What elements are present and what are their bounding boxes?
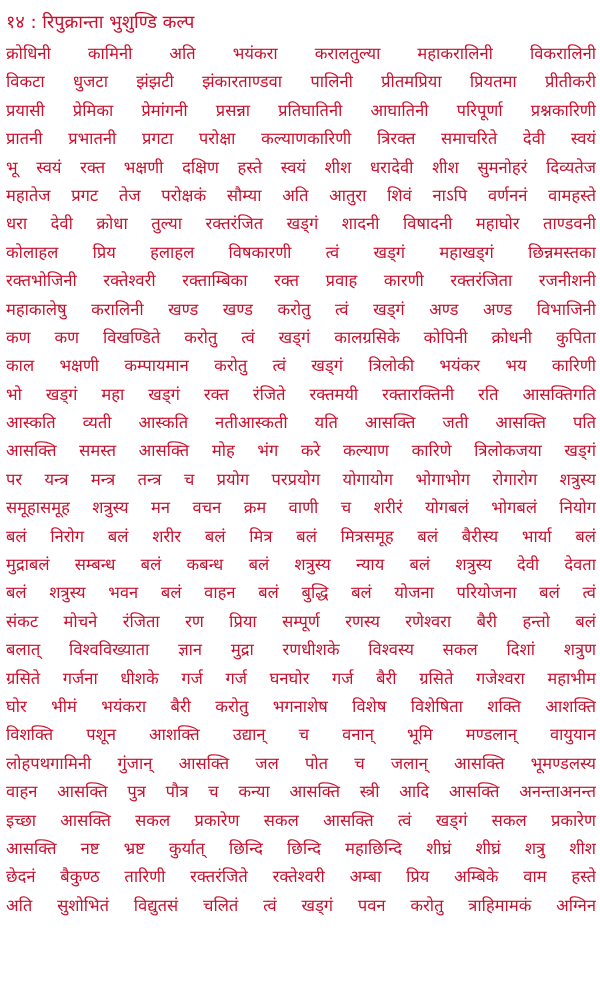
text-line: आस्कति व्यती आस्कति नतीआस्कती यति आसक्ति जती आसक्ति पति [6, 413, 596, 433]
text-line: आसक्ति समस्त आसक्ति मोह भंग करे कल्याण कारिणे त्रिलोकजया खड्गं [6, 441, 596, 461]
text-line: प्रयासी प्रेमिका प्रेमांगनी प्रसन्ना प्रतिघातिनी आघातिनी परिपूर्णा प्रश्नकारिणी [6, 100, 596, 120]
text-line: महाकालेषु करालिनी खण्ड खण्ड करोतु त्वं खड्गं अण्ड अण्ड विभाजिनी [6, 299, 596, 319]
text-line: ग्रसिते गर्जना धीशके गर्ज गर्ज घनघोर गर्ज बैरी ग्रसिते गजेश्वरा महाभीम [6, 668, 596, 688]
text-line: प्रातनी प्रभातनी प्रगटा परोक्षा कल्याणकारिणी त्रिरक्त समाचरिते देवी स्वयं [6, 129, 596, 149]
text-line: काल भक्षणी कम्पायमान करोतु त्वं खड्गं त्रिलोकी भयंकर भय कारिणी [6, 356, 596, 376]
text-line: कण कण विखण्डिते करोतु त्वं खड्गं कालग्रसिके कोपिनी क्रोधनी कुपिता [6, 327, 596, 347]
text-line: विकटा धुजटा झंझटी झंकारताण्डवा पालिनी प्रीतमप्रिया प्रियतमा प्रीतीकरी [6, 72, 596, 92]
text-line: अति सुशोभितं विद्युतसं चलितं त्वं खड्गं पवन करोतु त्राहिमामकं अग्निन [6, 895, 596, 915]
text-line: बलं शत्रुस्य भवन बलं वाहन बलं बुद्धि बलं योजना परियोजना बलं त्वं [6, 583, 596, 603]
text-line: विशक्ति पशून आशक्ति उद्यान् च वनान् भूमि मण्डलान् वायुयान [6, 725, 596, 745]
text-line: बलात् विश्वविख्याता ज्ञान मुद्रा रणधीशके विश्वस्य सकल दिशां शत्रुण [6, 640, 596, 660]
text-line: समूहासमूह शत्रुस्य मन वचन क्रम वाणी च शरीरं योगबलं भोगबलं नियोग [6, 498, 596, 518]
text-line: मुद्राबलं सम्बन्ध बलं कबन्ध बलं शत्रुस्य न्याय बलं शत्रुस्य देवी देवता [6, 555, 596, 575]
page-header: १४ : रिपुक्रान्ता भुशुण्डि कल्प [6, 12, 195, 33]
text-line: धरा देवी क्रोधा तुल्या रक्तरंजित खड्गं शादनी विषादनी महाघोर ताण्डवनी [6, 214, 596, 234]
text-line: संकट मोचने रंजिता रण प्रिया सम्पूर्ण रणस्य रणेश्वरा बैरी हन्तो बलं [6, 611, 596, 631]
text-line: रक्तभोजिनी रक्तेश्वरी रक्ताम्बिका रक्त प्रवाह कारणी रक्तरंजिता रजनीशनी [6, 271, 596, 291]
text-line: बलं निरोग बलं शरीर बलं मित्र बलं मित्रसमूह बलं बैरीस्य भार्या बलं [6, 526, 596, 546]
text-line: आसक्ति नष्ट भ्रष्ट कुर्यात् छिन्दि छिन्दि महाछिन्दि शीघ्रं शीघ्रं शत्रु शीश [6, 838, 596, 858]
text-line: पर यन्त्र मन्त्र तन्त्र च प्रयोग परप्रयोग योगायोग भोगाभोग रोगारोग शत्रुस्य [6, 469, 596, 489]
text-line: कोलाहल प्रिय हलाहल विषकारणी त्वं खड्गं महाखड्गं छिन्नमस्तका [6, 242, 596, 262]
text-line: महातेज प्रगट तेज परोक्षकं सौम्या अति आतुरा शिवं नाऽपि वर्णननं वामहस्ते [6, 185, 596, 205]
text-line: इच्छा आसक्ति सकल प्रकारेण सकल आसक्ति त्वं खड्गं सकल प्रकारेण [6, 810, 596, 830]
text-line: छेदनं बैकुण्ठ तारिणी रक्तरंजिते रक्तेश्वरी अम्बा प्रिय अम्बिके वाम हस्ते [6, 867, 596, 887]
text-line: भू स्वयं रक्त भक्षणी दक्षिण हस्ते स्वयं शीश धरादेवी शीश सुमनोहरं दिव्यतेज [6, 157, 596, 177]
text-line: लोहपथगामिनी गुंजान् आसक्ति जल पोत च जलान् आसक्ति भूमण्डलस्य [6, 753, 596, 773]
text-body [6, 40, 596, 920]
text-line: भो खड्गं महा खड्गं रक्त रंजिते रक्तमयी रक्तारक्तिनी रति आसक्तिगति [6, 384, 596, 404]
text-line: वाहन आसक्ति पुत्र पौत्र च कन्या आसक्ति स्त्री आदि आसक्ति अनन्ताअनन्त [6, 782, 596, 802]
text-line: क्रोधिनी कामिनी अति भयंकरा करालतुल्या महाकरालिनी विकरालिनी [6, 44, 596, 63]
text-line: घोर भीमं भयंकरा बैरी करोतु भगनाशेष विशेष विशेषिता शक्ति आशक्ति [6, 696, 596, 716]
